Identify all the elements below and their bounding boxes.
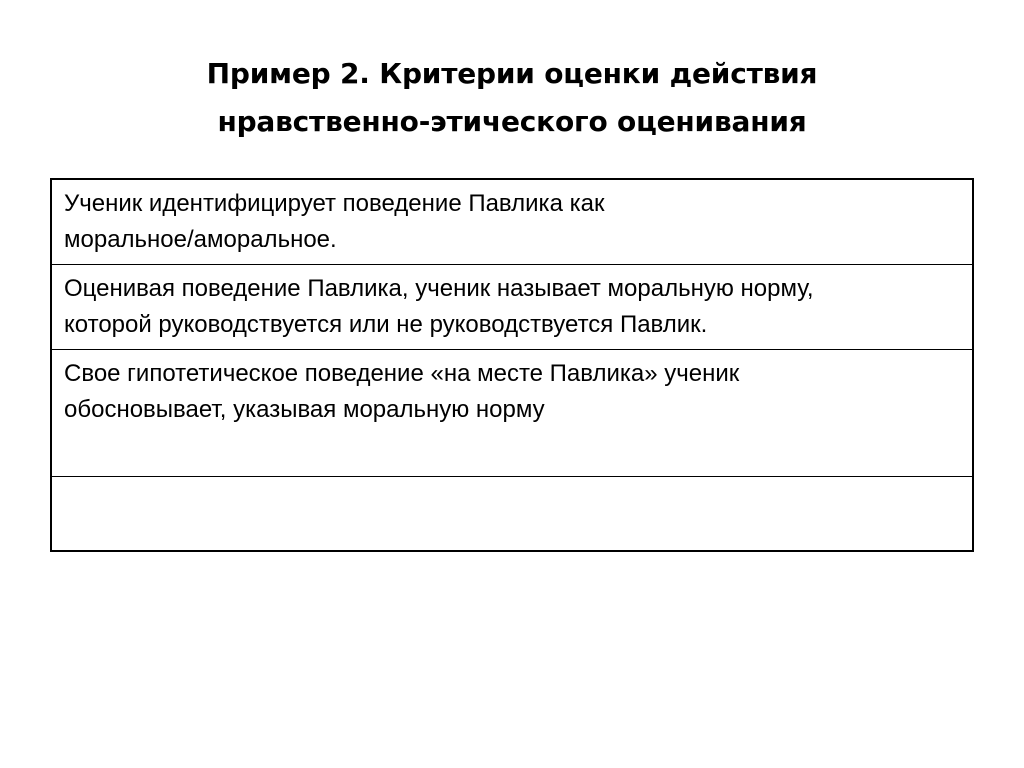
slide-title	[90, 50, 934, 146]
criteria-text-line: Оценивая поведение Павлика, ученик называет моральную норму,	[64, 275, 814, 302]
criteria-text-line: которой руководствуется или не руководствуется Павлик.	[64, 311, 708, 338]
criteria-table	[50, 178, 974, 552]
slide-title-line-1: Пример 2. Критерии оценки действия	[206, 57, 818, 90]
criteria-row	[51, 350, 973, 477]
slide-title-line-2: нравственно-этического оценивания	[217, 105, 807, 138]
criteria-row-empty	[51, 477, 973, 552]
criteria-cell	[51, 350, 973, 477]
criteria-cell-empty	[51, 477, 973, 552]
criteria-cell	[51, 179, 973, 265]
criteria-text-line: Ученик идентифицирует поведение Павлика как	[64, 190, 605, 217]
criteria-row	[51, 265, 973, 350]
criteria-cell	[51, 265, 973, 350]
criteria-text-line: моральное/аморальное.	[64, 226, 337, 253]
criteria-text-line: обосновывает, указывая моральную норму	[64, 396, 545, 423]
criteria-text-line: Свое гипотетическое поведение «на месте Павлика» ученик	[64, 360, 740, 387]
criteria-row	[51, 179, 973, 265]
